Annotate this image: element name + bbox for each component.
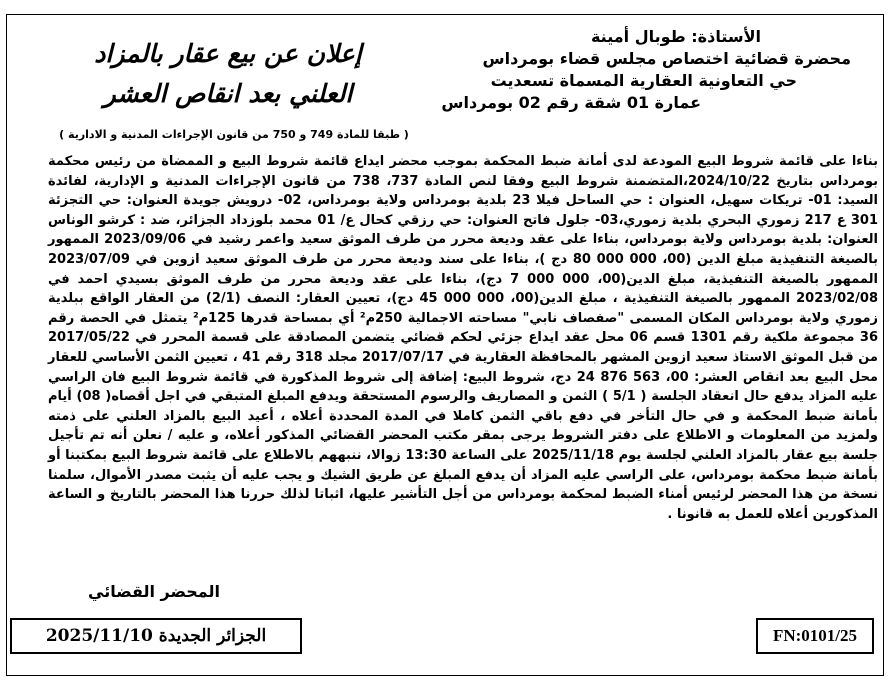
notice-title-line2: العلني بعد انقاص العشر — [103, 79, 353, 108]
notice-body-text: بناءا على قائمة شروط البيع المودعة لدى أمانة ضبط المحكمة بموجب محضر ايداع قائمة شروط البيع و الممضاة من رئيس محكمة بومرداس بتاريخ 2024/10/22،المتضمنة شروط البيع وفقا لنص المادة 737، 738 من قانون الإجراءات المدنية و الإدارية، لفائدة السيد: 01- تريكات سهيل، العنوان : حي الساحل فيلا 23 بلدية بومرداس ولاية بومرداس، 02- درويش جويدة العنوان: حي التجزئة 301 ع 217 زموري البحري بلدية زموري،03- جلول فاتح العنوان: حي رزقي كحال ع/ 01 محمد بلوزداد الجزائر، ضد : كرشو الوناس العنوان: بلدية بومرداس ولاية بومرداس، بناءا على عقد وديعة محرر من طرف الموثق سعيد واعمر رشيد في 2023/09/06 الممهور بالصيغة التنفيذية مبلغ الدين (00، 000 000 80 دج )، بناءا على سند وديعة محرر من طرف الموثق سعيد ازوين في 2023/07/09 الممهور بالصيغة التنفيذية، مبلغ الدين(00، 000 000 7 دج)، بناءا على عقد وديعة محرر من طرف الموثق بسيدي احمد في 2023/02/08 الممهور بالصيغة التنفيذية ، مبلغ الدين(00، 000 000 45 دج)، تعيين العقار: النصف (2/1) من العقار الواقع ببلدية زموري ولاية بومرداس المكان المسمى "صفصاف نابي" مساحته الاجمالية 250م² أي بمساحة قدرها 125م² يتمثل في الحصة رقم 36 مجموعة ملكية رقم 1301 قسم 06 محل عقد ايداع جزئي لحكم قضائي يتضمن المصادقة على قسمة المحرر في 2017/05/22 من قبل الموثق الاستاذ سعيد ازوين المشهر بالمحافظة العقارية في 2017/07/17 مجلد 318 رقم 41 ، تعيين الثمن الأساسي للعقار محل البيع بعد انقاص العشر: 00، 563 876 24 دج، شروط البيع: إضافة إلى شروط المذكورة في قائمة شروط البيع فان الراسي عليه المزاد يدفع حال انعقاد الجلسة ( 5/1 ) الثمن و المصاريف والرسوم المستحقة ويدفع المبلغ المتبقي في اجل أقصاه( 08) أيام بأمانة ضبط المحكمة و في حال التأخر في دفع باقي الثمن كاملا في المدة المحددة أعلاه ، أعيد البيع بالمزاد العلني على ذمته ولمزيد من المعلومات و الاطلاع على دفتر الشروط يرجى بمقر مكتب المحضر القضائي المذكور أعلاه، و عليه / نعلن أنه تم تأجيل جلسة بيع عقار بالمزاد العلني لجلسة يوم 2025/11/18 على الساعة 13:30 زوالا، ننبههم بالاطلاع على قائمة شروط البيع بمكتبنا أو بأمانة ضبط محكمة بومرداس، على الراسي عليه المزاد أن يدفع المبلغ عن طريق الشيك و يجب عليه أن يثبت مصدر الأموال، سلمنا نسخة من هذا المحضر لرئيس أمناء الضبط لمحكمة بومرداس من أجل التأشير عليها، اثباتا لذلك حررنا هذا المحضر بالتاريخ و الساعة المذكورين أعلاه للعمل به قانونا . — [48, 154, 879, 522]
newspaper-date-box: الجزائر الجديدة 2025/11/10 — [10, 618, 302, 654]
legal-reference-note: ( طبقا للمادة 749 و 750 من قانون الإجراءات المدنية و الادارية ) — [59, 128, 409, 141]
notice-title — [28, 34, 428, 114]
signature-label: المحضر القضائي — [88, 582, 221, 601]
bailiff-header — [401, 26, 851, 114]
bailiff-address-line1: حي التعاونية العقارية المسماة تسعديت — [490, 71, 797, 90]
bailiff-name: الأستاذة: طوبال أمينة — [590, 27, 761, 46]
notice-title-line1: إعلان عن بيع عقار بالمزاد — [94, 39, 362, 68]
bailiff-jurisdiction: محضرة قضائية اختصاص مجلس قضاء بومرداس — [482, 49, 851, 68]
fn-number-box: FN:0101/25 — [756, 618, 874, 654]
notice-body — [48, 152, 878, 524]
bailiff-address-line2: عمارة 01 شقة رقم 02 بومرداس — [441, 93, 701, 112]
